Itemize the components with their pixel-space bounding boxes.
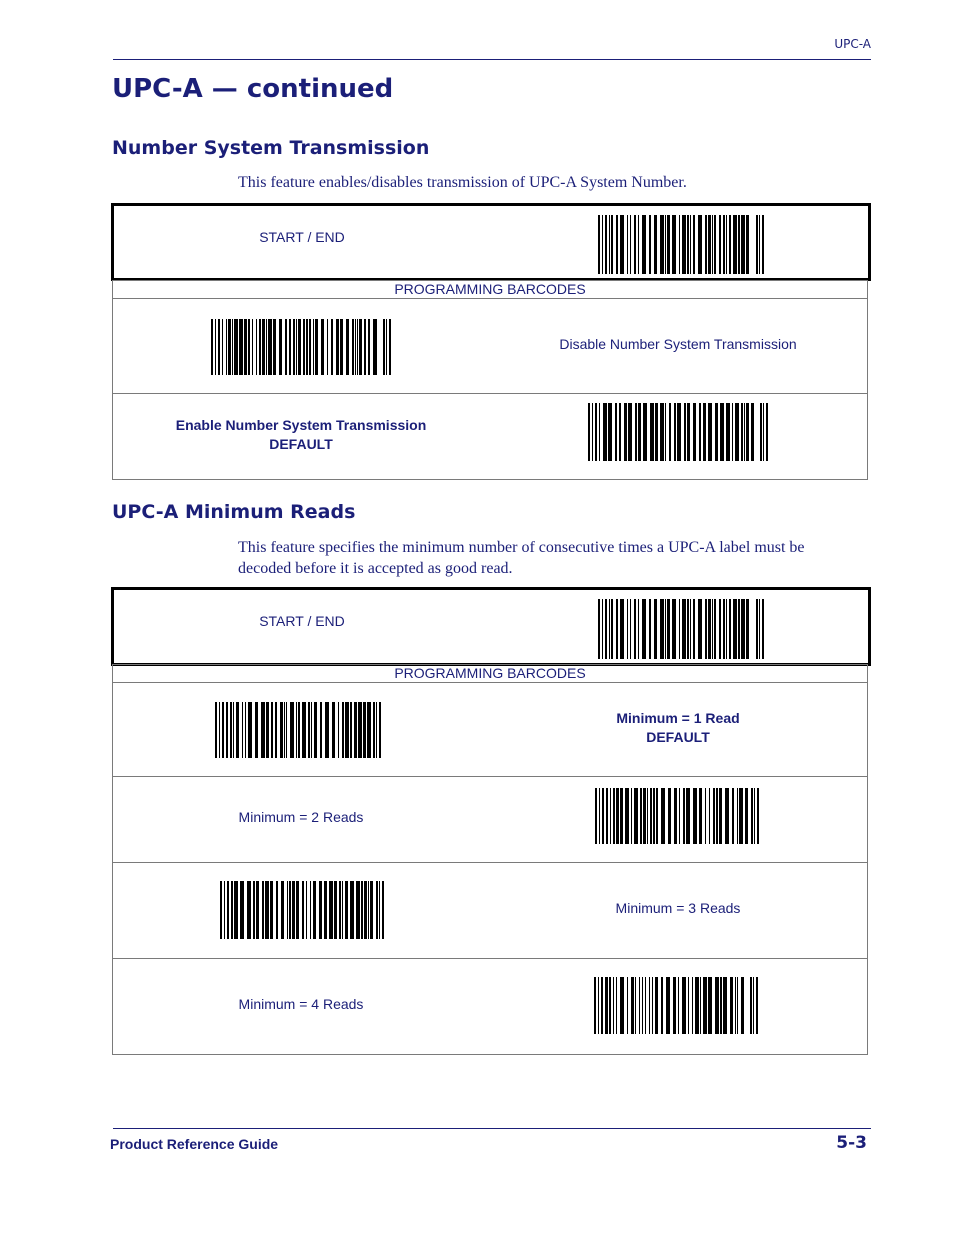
section-heading-minimum-reads: UPC-A Minimum Reads: [112, 501, 356, 523]
barcode-row: [112, 683, 868, 777]
barcode-row: [112, 393, 868, 480]
enable-number-system-barcode: [588, 403, 768, 461]
header-rule: [113, 59, 871, 60]
barcode-row: [112, 776, 868, 863]
barcode-row: [112, 958, 868, 1055]
option-label: Minimum = 4 Reads: [238, 996, 364, 1012]
start-end-label: START / END: [259, 613, 345, 629]
start-end-box: [111, 203, 871, 281]
minimum-4-reads-barcode: [594, 977, 758, 1034]
section-heading-number-system: Number System Transmission: [112, 137, 430, 159]
option-label: Minimum = 2 Reads: [238, 809, 364, 825]
page-number: 5-3: [836, 1133, 867, 1153]
start-end-barcode: [598, 599, 764, 659]
barcode-row: [112, 862, 868, 959]
start-end-barcode: [598, 215, 764, 274]
minimum-3-reads-barcode: [220, 881, 384, 939]
start-end-label: START / END: [259, 229, 345, 245]
default-tag: DEFAULT: [646, 729, 710, 745]
default-tag: DEFAULT: [269, 436, 333, 452]
minimum-2-reads-barcode: [595, 788, 759, 844]
option-label: Enable Number System Transmission: [175, 417, 427, 433]
section-description-minimum-reads: This feature specifies the minimum number of consecutive times a UPC-A label must be decoded before it is accepted as good read.: [238, 539, 805, 577]
programming-barcodes-label: PROGRAMMING BARCODES: [112, 664, 868, 683]
minimum-1-read-barcode: [215, 702, 381, 758]
footer-rule: [113, 1128, 871, 1129]
section-description-number-system: This feature enables/disables transmission of UPC-A System Number.: [238, 174, 687, 191]
barcode-row: [112, 299, 868, 394]
option-label: Disable Number System Transmission: [559, 336, 797, 352]
option-label: Minimum = 1 Read: [616, 710, 740, 726]
page-title: UPC-A — continued: [112, 74, 394, 104]
option-label: Minimum = 3 Reads: [615, 900, 741, 916]
footer-title: Product Reference Guide: [110, 1136, 279, 1152]
running-head: UPC-A: [834, 37, 871, 51]
programming-barcodes-label: PROGRAMMING BARCODES: [112, 280, 868, 299]
disable-number-system-barcode: [211, 319, 391, 375]
start-end-box: [111, 587, 871, 666]
